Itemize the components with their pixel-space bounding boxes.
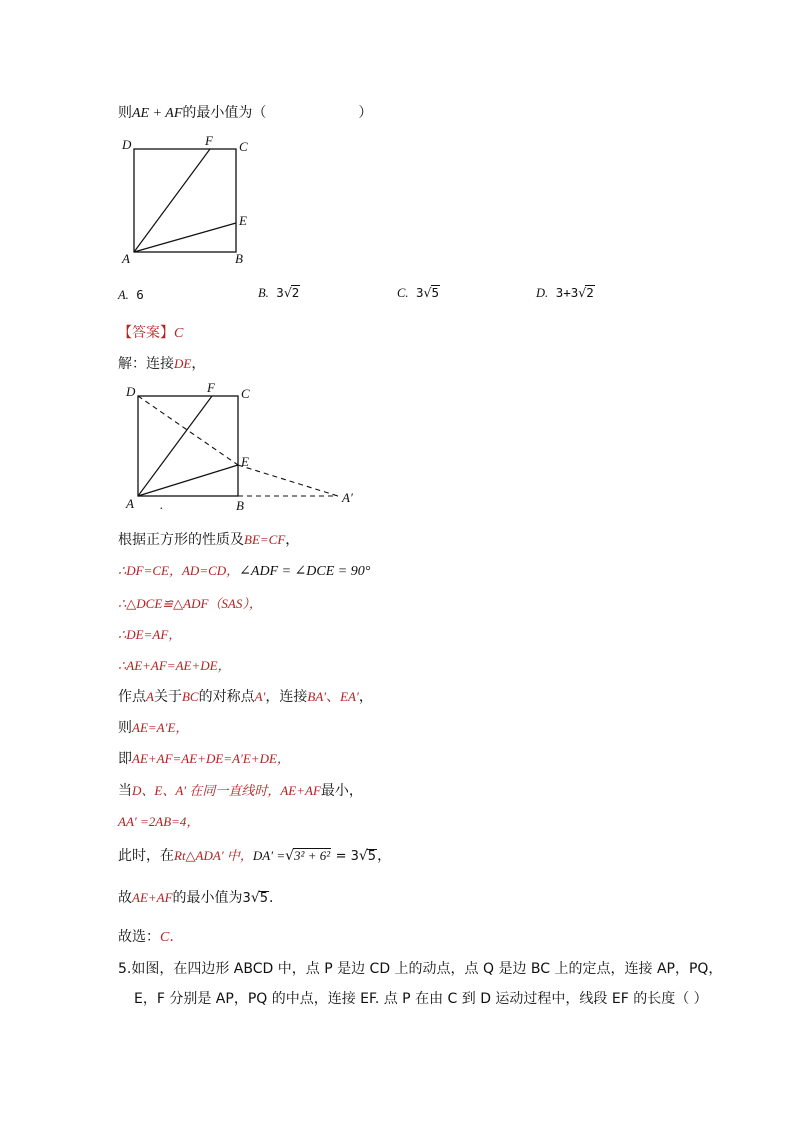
answer-letter: C	[174, 326, 184, 341]
l12-coef: 3	[242, 891, 251, 906]
sol-label-c: C	[241, 386, 250, 401]
answer-line	[118, 322, 183, 342]
option-d: D. 3+3√2	[536, 285, 594, 300]
sol-label-d: D	[126, 384, 136, 399]
l6-j: EA′	[340, 689, 359, 704]
solution-line-10: AA′ =2AB=4，	[118, 814, 200, 829]
l2-expr: ∴DF=CE，AD=CD，	[118, 563, 240, 578]
label-b: B	[235, 251, 243, 266]
l11-d: = 3	[335, 849, 359, 864]
l2-math: ∠ADF = ∠DCE = 90°	[239, 564, 371, 579]
segment-ae	[134, 223, 236, 252]
segment-af	[134, 149, 210, 252]
stem-prefix: 则	[118, 105, 132, 121]
intro-label: 解：连接	[118, 356, 174, 372]
intro-segment: DE	[174, 356, 192, 371]
l11-radicand-2: 5	[367, 849, 377, 864]
solution-line-8	[118, 748, 290, 768]
solution-segment-ae	[138, 465, 238, 496]
l1-expr: BE=CF	[244, 532, 286, 547]
solution-line-9	[118, 780, 363, 800]
sol-label-b: B	[236, 498, 244, 513]
stem-close: ）	[358, 105, 373, 121]
label-a: A	[122, 251, 130, 266]
l11-b: Rt△ADA′ 中，	[174, 848, 253, 863]
solution-line-13	[118, 926, 174, 946]
option-b-letter: B.	[258, 286, 269, 300]
l8-a: 即	[118, 751, 132, 767]
solution-figure	[118, 378, 368, 518]
l6-c: 关于	[153, 689, 182, 705]
solution-line-12: 故AE+AF的最小值为3√5.	[118, 890, 274, 906]
l12-c: 的最小值为	[172, 890, 243, 906]
option-c: C. 3√5	[397, 285, 440, 300]
solution-line-1	[118, 529, 299, 549]
l11-radicand: 3² + 6²	[294, 848, 331, 863]
l9-c: 最小，	[320, 783, 363, 799]
sol-dot: .	[160, 497, 164, 512]
solution-line-2	[118, 560, 370, 580]
solution-intro	[118, 353, 205, 373]
l6-b: A	[146, 689, 154, 704]
l6-h: BA′	[307, 689, 327, 704]
option-b-coef: 3	[276, 285, 284, 300]
l7-b: AE=A′E，	[132, 720, 189, 735]
dashed-de	[138, 396, 238, 465]
solution-line-6	[118, 686, 373, 706]
l7-a: 则	[118, 720, 132, 736]
solution-line-7	[118, 717, 188, 737]
sol-label-a-prime: A′	[342, 490, 353, 505]
sol-label-a: A	[126, 496, 134, 511]
option-b-radicand: 2	[291, 285, 300, 300]
l9-a: 当	[118, 783, 132, 799]
sol-label-f: F	[207, 380, 215, 395]
l13-b: C	[160, 930, 170, 945]
l6-d: BC	[181, 689, 199, 704]
label-f: F	[205, 135, 213, 148]
l11-e: ，	[377, 848, 392, 864]
l11-c: DA′ =	[252, 848, 286, 863]
problem-5-line-1: 5.如图，在四边形 ABCD 中，点 P 是边 CD 上的动点，点 Q 是边 BC 上的定点，连接 AP，PQ，	[118, 961, 723, 977]
label-c: C	[239, 139, 248, 154]
answer-tag: 【答案】	[118, 325, 174, 341]
l6-a: 作点	[118, 689, 146, 705]
option-c-coef: 3	[416, 285, 424, 300]
solution-line-3: ∴△DCE≌△ADF（SAS），	[118, 596, 262, 611]
option-d-letter: D.	[536, 286, 549, 300]
option-d-pre: 3+3	[555, 285, 579, 300]
solution-line-5: ∴AE+AF=AE+DE，	[118, 658, 231, 673]
l6-g: ，连接	[265, 689, 308, 705]
l8-b: AE+AF=AE+DE=A′E+DE，	[132, 751, 290, 766]
solution-line-4: ∴DE=AF，	[118, 627, 182, 642]
option-c-radicand: 5	[431, 285, 440, 300]
solution-line-11: 此时，在Rt△ADA′ 中，DA′ =√3² + 6² = 3√5，	[118, 848, 392, 864]
l6-f: A′	[254, 689, 266, 704]
solution-segment-af	[138, 396, 212, 496]
l12-b: AE+AF	[132, 890, 173, 905]
label-d: D	[122, 137, 132, 152]
l13-a: 故选：	[118, 929, 160, 945]
dashed-ea-prime	[238, 465, 338, 496]
sol-label-e: E	[241, 454, 249, 469]
label-e: E	[239, 213, 247, 228]
l1-end: ，	[285, 532, 300, 548]
stem-suffix: 的最小值为（	[182, 105, 267, 121]
option-a-letter: A.	[118, 288, 129, 302]
l1-text: 根据正方形的性质及	[118, 532, 244, 548]
l9-b: D、E、A′ 在同一直线时，AE+AF	[132, 783, 321, 798]
option-a-value: 6	[136, 287, 144, 302]
option-a	[118, 287, 144, 303]
l6-i: 、	[326, 689, 341, 705]
option-c-letter: C.	[397, 286, 409, 300]
l13-c: .	[169, 929, 174, 945]
l12-radicand: 5	[259, 891, 269, 906]
intro-end: ，	[191, 356, 206, 372]
question-figure	[118, 135, 268, 270]
square-abcd	[134, 149, 236, 252]
l12-end: .	[269, 890, 274, 906]
l12-a: 故	[118, 890, 132, 906]
l6-e: 的对称点	[198, 689, 255, 705]
problem-5-line-2: E，F 分别是 AP，PQ 的中点，连接 EF. 点 P 在由 C 到 D 运动过程中，线段 EF 的长度（ ）	[134, 991, 708, 1007]
option-d-radicand: 2	[586, 285, 594, 300]
l11-a: 此时，在	[118, 848, 174, 864]
option-b: B. 3√2	[258, 285, 300, 300]
l6-k: ，	[358, 689, 373, 705]
stem-expression: AE + AF	[132, 106, 183, 121]
question-stem	[118, 102, 372, 122]
